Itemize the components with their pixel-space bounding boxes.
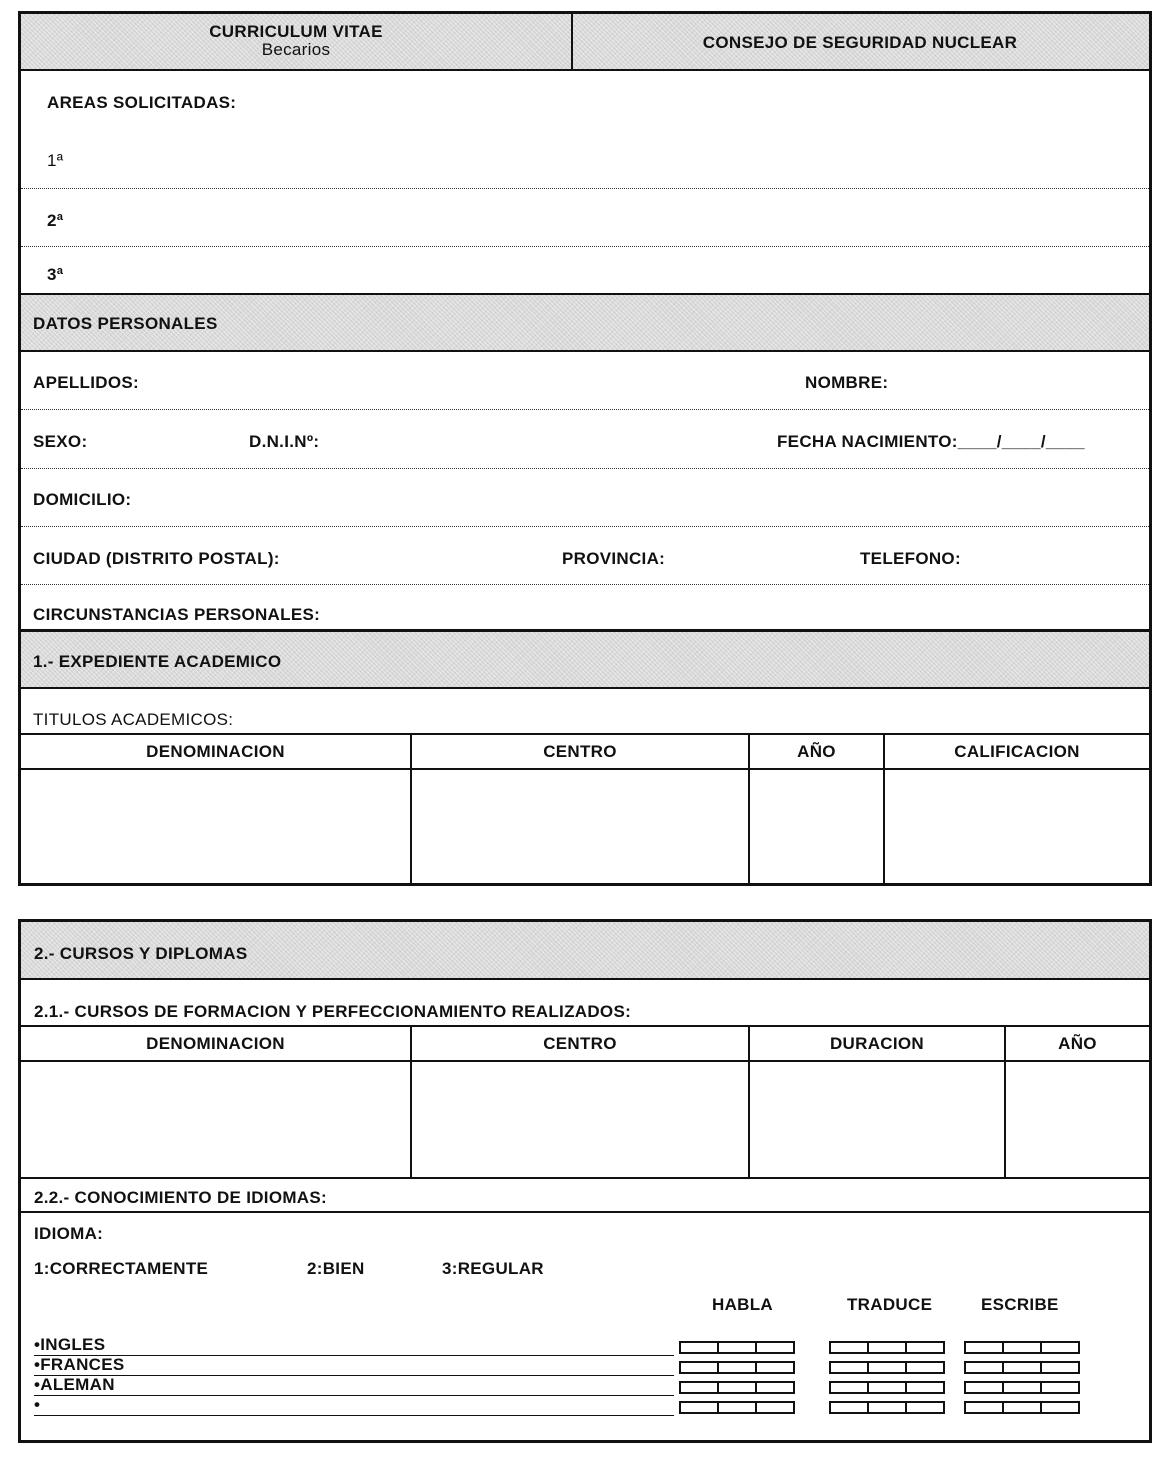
domicilio-row[interactable] (21, 469, 1149, 527)
traduce-boxes[interactable] (829, 1361, 945, 1374)
apellidos-label: APELLIDOS: (33, 373, 139, 392)
column-header: CENTRO (411, 1027, 749, 1061)
table-cell[interactable] (21, 1061, 411, 1179)
area-2-row[interactable] (21, 189, 1149, 247)
skill-habla: HABLA (712, 1295, 773, 1314)
form-title: CURRICULUM VITAE (209, 22, 383, 41)
form-page-1 (18, 11, 1152, 886)
section-heading-expediente (21, 632, 1149, 689)
traduce-boxes[interactable] (829, 1401, 945, 1414)
skill-escribe: ESCRIBE (981, 1295, 1059, 1314)
habla-boxes[interactable] (679, 1361, 795, 1374)
cursos-sub1-row (21, 980, 1149, 1027)
cursos-sub1-label: 2.1.- CURSOS DE FORMACION Y PERFECCIONAMIENTO REALIZADOS: (34, 1002, 632, 1021)
table-cell[interactable] (21, 769, 411, 883)
language-label: •INGLES (34, 1335, 106, 1354)
titulos-table (21, 735, 1149, 883)
escribe-boxes[interactable] (964, 1381, 1080, 1394)
language-line (34, 1415, 674, 1416)
idiomas-sub2-row (21, 1177, 1149, 1213)
language-label: •ALEMAN (34, 1375, 115, 1394)
language-row[interactable] (21, 1375, 1149, 1397)
areas-section (21, 71, 1149, 189)
scale-regular: 3:REGULAR (442, 1259, 544, 1278)
dni-label: D.N.I.Nº: (249, 432, 320, 451)
table-cell[interactable] (1005, 1061, 1149, 1179)
column-header: CALIFICACION (884, 735, 1149, 769)
escribe-boxes[interactable] (964, 1341, 1080, 1354)
column-header: DENOMINACION (21, 735, 411, 769)
provincia-label: PROVINCIA: (562, 549, 666, 568)
idiomas-sub2-label: 2.2.- CONOCIMIENTO DE IDIOMAS: (34, 1188, 327, 1207)
form-header (21, 14, 1149, 71)
idioma-label: IDIOMA: (34, 1224, 104, 1243)
domicilio-label: DOMICILIO: (33, 490, 132, 509)
area-2-label: 2ª (47, 211, 64, 230)
form-page-2 (18, 919, 1152, 1443)
column-header: CENTRO (411, 735, 749, 769)
habla-boxes[interactable] (679, 1401, 795, 1414)
apellidos-row[interactable] (21, 352, 1149, 410)
circunstancias-label: CIRCUNSTANCIAS PERSONALES: (33, 605, 321, 624)
titulos-label: TITULOS ACADEMICOS: (33, 710, 234, 729)
ciudad-label: CIUDAD (DISTRITO POSTAL): (33, 549, 280, 568)
traduce-boxes[interactable] (829, 1381, 945, 1394)
organization-name: CONSEJO DE SEGURIDAD NUCLEAR (702, 33, 1018, 52)
scale-bien: 2:BIEN (307, 1259, 365, 1278)
habla-boxes[interactable] (679, 1381, 795, 1394)
section-heading-personal (21, 295, 1149, 352)
scale-correctamente: 1:CORRECTAMENTE (34, 1259, 209, 1278)
nombre-label: NOMBRE: (805, 373, 889, 392)
title-block (21, 14, 573, 69)
table-cell[interactable] (749, 769, 884, 883)
habla-boxes[interactable] (679, 1341, 795, 1354)
area-3-row[interactable] (21, 247, 1149, 295)
sexo-label: SEXO: (33, 432, 88, 451)
language-row[interactable] (21, 1395, 1149, 1417)
cursos-heading: 2.- CURSOS Y DIPLOMAS (34, 944, 248, 963)
table-cell[interactable] (411, 769, 749, 883)
cursos-table (21, 1027, 1149, 1179)
language-row[interactable] (21, 1335, 1149, 1357)
table-cell[interactable] (749, 1061, 1005, 1179)
area-1-label: 1ª (47, 151, 64, 170)
column-header: DENOMINACION (21, 1027, 411, 1061)
section-heading-cursos (21, 922, 1149, 980)
column-header: DURACION (749, 1027, 1005, 1061)
area-3-label: 3ª (47, 265, 64, 284)
column-header: AÑO (749, 735, 884, 769)
column-header: AÑO (1005, 1027, 1149, 1061)
traduce-boxes[interactable] (829, 1341, 945, 1354)
circunstancias-row[interactable] (21, 585, 1149, 632)
titulos-row (21, 689, 1149, 735)
fecha-nacimiento-label: FECHA NACIMIENTO:____/____/____ (777, 432, 1085, 451)
escribe-boxes[interactable] (964, 1361, 1080, 1374)
personal-heading: DATOS PERSONALES (33, 314, 218, 333)
language-label: • (34, 1395, 41, 1414)
language-row[interactable] (21, 1355, 1149, 1377)
escribe-boxes[interactable] (964, 1401, 1080, 1414)
telefono-label: TELEFONO: (860, 549, 961, 568)
language-label: •FRANCES (34, 1355, 125, 1374)
areas-label: AREAS SOLICITADAS: (47, 93, 237, 112)
table-cell[interactable] (411, 1061, 749, 1179)
ciudad-row[interactable] (21, 527, 1149, 585)
expediente-heading: 1.- EXPEDIENTE ACADEMICO (33, 652, 282, 671)
table-cell[interactable] (884, 769, 1149, 883)
skill-traduce: TRADUCE (847, 1295, 933, 1314)
form-subtitle: Becarios (261, 40, 331, 59)
sexo-row[interactable] (21, 410, 1149, 469)
